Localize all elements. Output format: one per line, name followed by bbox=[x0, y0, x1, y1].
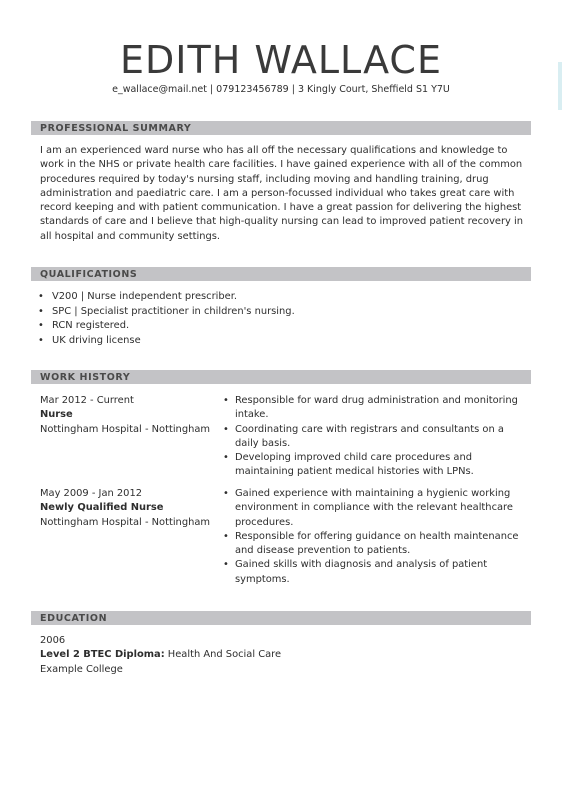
work-history-heading: WORK HISTORY bbox=[40, 372, 131, 383]
education-heading: EDUCATION bbox=[40, 613, 108, 624]
list-item: • Gained skills with diagnosis and analysis of patient symptoms. bbox=[222, 558, 527, 587]
education-degree: Level 2 BTEC Diploma: bbox=[40, 649, 165, 661]
candidate-name: EDITH WALLACE bbox=[120, 38, 442, 82]
job-duties bbox=[222, 487, 527, 587]
education-school: Example College bbox=[40, 663, 123, 675]
list-item: • Responsible for ward drug administration and monitoring intake. bbox=[222, 394, 527, 423]
list-item: • Coordinating care with registrars and consultants on a daily basis. bbox=[222, 423, 527, 452]
summary-text: I am an experienced ward nurse who has all off the necessary qualifications and knowledge to work in the NHS or private health care facilities. I have gained experience with all of the common procedures required by today's nursing staff, including moving and handling training, drug administration and paediatric care. I am a person-focussed individual who takes great care with record keeping and with patient communication. I have a great passion for delivering the highest standards of care and I believe that high-quality nursing can lead to improved patient recovery in all hospital and community settings. bbox=[40, 145, 524, 242]
summary-heading: PROFESSIONAL SUMMARY bbox=[40, 123, 192, 134]
summary-section-bar bbox=[31, 121, 531, 135]
work-history-section-bar bbox=[31, 370, 531, 384]
list-item: • SPC | Specialist practitioner in children's nursing. bbox=[38, 305, 295, 320]
job-details bbox=[40, 487, 220, 530]
list-item: • RCN registered. bbox=[38, 319, 295, 334]
job-details bbox=[40, 394, 220, 437]
contact-line: e_wallace@mail.net | 079123456789 | 3 Kingly Court, Sheffield S1 Y7U bbox=[112, 84, 450, 95]
education-entry bbox=[40, 634, 520, 677]
qualifications-list bbox=[38, 290, 295, 348]
qualifications-section-bar bbox=[31, 267, 531, 281]
job-title: Nurse bbox=[40, 409, 73, 421]
job-dates: Mar 2012 - Current bbox=[40, 395, 134, 406]
job-title: Newly Qualified Nurse bbox=[40, 502, 164, 514]
education-subject: Health And Social Care bbox=[164, 649, 282, 661]
education-year: 2006 bbox=[40, 635, 66, 646]
qualifications-heading: QUALIFICATIONS bbox=[40, 269, 138, 280]
job-duties bbox=[222, 394, 527, 480]
job-dates: May 2009 - Jan 2012 bbox=[40, 488, 143, 499]
education-qualification bbox=[40, 648, 520, 662]
list-item: • UK driving license bbox=[38, 334, 295, 349]
list-item: • V200 | Nurse independent prescriber. bbox=[38, 290, 295, 305]
education-section-bar bbox=[31, 611, 531, 625]
job-employer: Nottingham Hospital - Nottingham bbox=[40, 516, 211, 528]
list-item: • Responsible for offering guidance on health maintenance and disease prevention to patients. bbox=[222, 530, 527, 559]
job-employer: Nottingham Hospital - Nottingham bbox=[40, 423, 211, 435]
list-item: • Developing improved child care procedures and maintaining patient medical histories with LPNs. bbox=[222, 451, 527, 480]
list-item: • Gained experience with maintaining a hygienic working environment in compliance with the relevant healthcare procedures. bbox=[222, 487, 527, 530]
